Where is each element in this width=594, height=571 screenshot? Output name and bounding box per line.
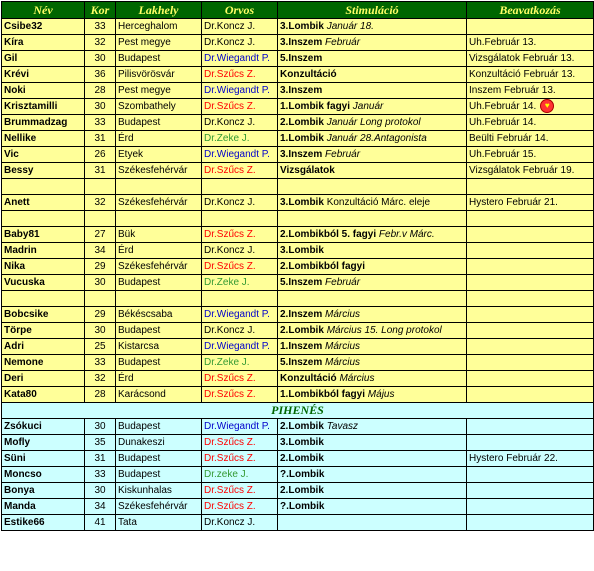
stimulation-detail: Január 28.Antagonista: [326, 133, 427, 144]
table-row: [2, 35, 594, 51]
table-row: [2, 259, 594, 275]
empty-cell: [467, 291, 594, 307]
stimulation-detail: Február: [325, 277, 361, 288]
stimulation-main: 5.Inszem: [280, 53, 323, 64]
intervention-cell: [467, 483, 594, 499]
age-cell: 25: [85, 339, 116, 355]
age-cell: 34: [85, 499, 116, 515]
rest-rows: [2, 419, 594, 531]
name-cell: Törpe: [2, 323, 85, 339]
doctor-cell: Dr.Szűcs Z.: [202, 67, 278, 83]
intervention-cell: [467, 131, 594, 147]
stimulation-detail: Március: [325, 341, 361, 352]
name-cell: Nemone: [2, 355, 85, 371]
col-header-nev: Név: [2, 2, 85, 19]
age-cell: 31: [85, 163, 116, 179]
stimulation-main: 5.Inszem: [280, 277, 323, 288]
doctor-cell: Dr.Wiegandt P.: [202, 83, 278, 99]
doctor-cell: Dr.Koncz J.: [202, 323, 278, 339]
age-cell: 26: [85, 147, 116, 163]
intervention-text: Inszem Február 13.: [469, 85, 556, 96]
age-cell: 36: [85, 67, 116, 83]
city-cell: Érd: [116, 371, 202, 387]
empty-cell: [85, 211, 116, 227]
doctor-cell: Dr.Zeke J.: [202, 275, 278, 291]
doctor-cell: Dr.Szűcs Z.: [202, 259, 278, 275]
table-row: [2, 419, 594, 435]
doctor-cell: Dr.Wiegandt P.: [202, 51, 278, 67]
intervention-cell: [467, 355, 594, 371]
name-cell: Nellike: [2, 131, 85, 147]
age-cell: 33: [85, 19, 116, 35]
stimulation-main: 2.Inszem: [280, 309, 323, 320]
name-cell: Kíra: [2, 35, 85, 51]
stimulation-main: 2.Lombik: [280, 485, 324, 496]
intervention-cell: [467, 259, 594, 275]
intervention-text: Uh.Február 15.: [469, 149, 537, 160]
stimulation-main: 5.Inszem: [280, 357, 323, 368]
intervention-text: Uh.Február 13.: [469, 37, 537, 48]
stimulation-cell: [278, 131, 467, 147]
stimulation-cell: [278, 371, 467, 387]
table-row: [2, 227, 594, 243]
intervention-text: Konzultáció Február 13.: [469, 69, 576, 80]
empty-cell: [85, 179, 116, 195]
intervention-cell: [467, 387, 594, 403]
city-cell: Tata: [116, 515, 202, 531]
table-row: [2, 451, 594, 467]
section-label: PIHENÉS: [2, 403, 594, 419]
stimulation-main: Konzultáció: [280, 373, 337, 384]
city-cell: Dunakeszi: [116, 435, 202, 451]
name-cell: Brummadzag: [2, 115, 85, 131]
intervention-text: Vizsgálatok Február 19.: [469, 165, 575, 176]
stimulation-detail: Febr.v Márc.: [378, 229, 435, 240]
age-cell: 28: [85, 387, 116, 403]
stimulation-cell: [278, 67, 467, 83]
intervention-cell: [467, 51, 594, 67]
stimulation-detail: Február: [325, 37, 361, 48]
intervention-cell: [467, 467, 594, 483]
table-row: [2, 179, 594, 195]
name-cell: Moncso: [2, 467, 85, 483]
name-cell: Estike66: [2, 515, 85, 531]
empty-cell: [467, 211, 594, 227]
city-cell: Kiskunhalas: [116, 483, 202, 499]
age-cell: 31: [85, 451, 116, 467]
table-row: [2, 83, 594, 99]
intervention-cell: [467, 451, 594, 467]
stimulation-main: Konzultáció: [280, 69, 337, 80]
stimulation-detail: Január: [352, 101, 384, 112]
age-cell: 28: [85, 83, 116, 99]
name-cell: Adri: [2, 339, 85, 355]
stimulation-main: 3.Lombik: [280, 197, 324, 208]
doctor-cell: Dr.Koncz J.: [202, 243, 278, 259]
stimulation-cell: [278, 435, 467, 451]
doctor-cell: Dr.Wiegandt P.: [202, 147, 278, 163]
stimulation-main: 1.Inszem: [280, 341, 323, 352]
age-cell: 33: [85, 467, 116, 483]
col-header-kor: Kor: [85, 2, 116, 19]
doctor-cell: Dr.Szűcs Z.: [202, 483, 278, 499]
table-row: [2, 291, 594, 307]
intervention-cell: [467, 35, 594, 51]
stimulation-cell: [278, 307, 467, 323]
stimulation-detail: Január Long protokol: [326, 117, 421, 128]
stimulation-cell: [278, 227, 467, 243]
stimulation-cell: [278, 339, 467, 355]
stimulation-cell: [278, 147, 467, 163]
stimulation-main: 3.Inszem: [280, 37, 323, 48]
table-row: [2, 307, 594, 323]
name-cell: Krévi: [2, 67, 85, 83]
table-row: [2, 355, 594, 371]
header-row: [2, 2, 594, 19]
city-cell: Szombathely: [116, 99, 202, 115]
name-cell: Zsókuci: [2, 419, 85, 435]
city-cell: Székesfehérvár: [116, 195, 202, 211]
stimulation-detail: Május: [367, 389, 395, 400]
stimulation-main: 3.Inszem: [280, 149, 323, 160]
doctor-cell: Dr.Wiegandt P.: [202, 307, 278, 323]
name-cell: Gil: [2, 51, 85, 67]
intervention-cell: [467, 515, 594, 531]
city-cell: Budapest: [116, 419, 202, 435]
doctor-cell: Dr.Koncz J.: [202, 19, 278, 35]
intervention-cell: [467, 371, 594, 387]
city-cell: Budapest: [116, 355, 202, 371]
stimulation-cell: [278, 163, 467, 179]
intervention-cell: [467, 499, 594, 515]
doctor-cell: Dr.Koncz J.: [202, 35, 278, 51]
city-cell: Pest megye: [116, 83, 202, 99]
age-cell: 30: [85, 51, 116, 67]
col-header-lakhely: Lakhely: [116, 2, 202, 19]
stimulation-cell: [278, 259, 467, 275]
intervention-text: Uh.Február 14.: [469, 117, 537, 128]
stimulation-main: 3.Lombik: [280, 245, 324, 256]
doctor-cell: Dr.Zeke J.: [202, 355, 278, 371]
stimulation-main: ?.Lombik: [280, 469, 325, 480]
stimulation-main: 1.Lombik: [280, 133, 324, 144]
name-cell: Manda: [2, 499, 85, 515]
doctor-cell: Dr.zeke J.: [202, 467, 278, 483]
stimulation-cell: [278, 243, 467, 259]
name-cell: Kata80: [2, 387, 85, 403]
stimulation-main: 2.Lombik: [280, 325, 324, 336]
table-row: [2, 67, 594, 83]
intervention-cell: [467, 195, 594, 211]
intervention-cell: [467, 19, 594, 35]
city-cell: Budapest: [116, 115, 202, 131]
age-cell: 33: [85, 355, 116, 371]
stimulation-cell: [278, 323, 467, 339]
intervention-cell: [467, 275, 594, 291]
age-cell: 32: [85, 35, 116, 51]
age-cell: 35: [85, 435, 116, 451]
city-cell: Pest megye: [116, 35, 202, 51]
city-cell: Székesfehérvár: [116, 499, 202, 515]
age-cell: 27: [85, 227, 116, 243]
city-cell: Etyek: [116, 147, 202, 163]
table-row: [2, 195, 594, 211]
age-cell: 30: [85, 323, 116, 339]
table-row: [2, 339, 594, 355]
stimulation-detail: Március: [325, 309, 361, 320]
doctor-cell: Dr.Szűcs Z.: [202, 451, 278, 467]
table-row: [2, 147, 594, 163]
empty-cell: [202, 291, 278, 307]
table-row: [2, 211, 594, 227]
age-cell: 33: [85, 115, 116, 131]
table-row: [2, 163, 594, 179]
section-row-pihenes: [2, 403, 594, 419]
stimulation-cell: [278, 99, 467, 115]
stimulation-cell: [278, 51, 467, 67]
empty-cell: [2, 211, 85, 227]
empty-cell: [467, 179, 594, 195]
stimulation-main: 3.Lombik: [280, 21, 324, 32]
doctor-cell: Dr.Szűcs Z.: [202, 371, 278, 387]
stimulation-main: 3.Inszem: [280, 85, 323, 96]
table-row: [2, 499, 594, 515]
stimulation-cell: [278, 467, 467, 483]
stimulation-cell: [278, 451, 467, 467]
stimulation-cell: [278, 83, 467, 99]
age-cell: 30: [85, 483, 116, 499]
name-cell: Nika: [2, 259, 85, 275]
intervention-cell: [467, 227, 594, 243]
empty-cell: [202, 211, 278, 227]
name-cell: Anett: [2, 195, 85, 211]
name-cell: Krisztamilli: [2, 99, 85, 115]
city-cell: Budapest: [116, 323, 202, 339]
stimulation-cell: [278, 115, 467, 131]
city-cell: Székesfehérvár: [116, 163, 202, 179]
table-row: [2, 115, 594, 131]
doctor-cell: Dr.Koncz J.: [202, 515, 278, 531]
city-cell: Kistarcsa: [116, 339, 202, 355]
name-cell: Csibe32: [2, 19, 85, 35]
stimulation-main: 1.Lombikból fagyi: [280, 389, 366, 400]
table-row: [2, 467, 594, 483]
stimulation-cell: [278, 483, 467, 499]
doctor-cell: Dr.Zeke J.: [202, 131, 278, 147]
city-cell: Pilisvörösvár: [116, 67, 202, 83]
city-cell: Herceghalom: [116, 19, 202, 35]
table-row: [2, 371, 594, 387]
doctor-cell: Dr.Szűcs Z.: [202, 387, 278, 403]
city-cell: Érd: [116, 243, 202, 259]
intervention-cell: [467, 419, 594, 435]
table-row: [2, 51, 594, 67]
city-cell: Budapest: [116, 451, 202, 467]
stimulation-main: Vizsgálatok: [280, 165, 335, 176]
age-cell: 30: [85, 419, 116, 435]
empty-cell: [116, 211, 202, 227]
intervention-cell: [467, 323, 594, 339]
stimulation-cell: [278, 355, 467, 371]
empty-cell: [278, 211, 467, 227]
doctor-cell: Dr.Koncz J.: [202, 115, 278, 131]
table-row: [2, 275, 594, 291]
name-cell: Madrin: [2, 243, 85, 259]
name-cell: Bessy: [2, 163, 85, 179]
stimulation-detail: Február: [325, 149, 361, 160]
table-row: [2, 19, 594, 35]
name-cell: Baby81: [2, 227, 85, 243]
age-cell: 32: [85, 195, 116, 211]
city-cell: Budapest: [116, 275, 202, 291]
age-cell: 31: [85, 131, 116, 147]
table-row: [2, 131, 594, 147]
empty-cell: [278, 179, 467, 195]
stimulation-main: 2.Lombikból 5. fagyi: [280, 229, 377, 240]
stimulation-main: ?.Lombik: [280, 501, 325, 512]
empty-cell: [116, 291, 202, 307]
name-cell: Mofly: [2, 435, 85, 451]
empty-cell: [2, 179, 85, 195]
stimulation-main: 3.Lombik: [280, 437, 324, 448]
empty-cell: [278, 291, 467, 307]
age-cell: 41: [85, 515, 116, 531]
stimulation-cell: [278, 499, 467, 515]
patient-table: [1, 1, 594, 531]
doctor-cell: Dr.Wiegandt P.: [202, 419, 278, 435]
intervention-cell: [467, 243, 594, 259]
col-header-beavatkozas: Beavatkozás: [467, 2, 594, 19]
city-cell: Székesfehérvár: [116, 259, 202, 275]
city-cell: Bük: [116, 227, 202, 243]
city-cell: Karácsond: [116, 387, 202, 403]
stimulation-cell: [278, 19, 467, 35]
doctor-cell: Dr.Szűcs Z.: [202, 499, 278, 515]
name-cell: Vic: [2, 147, 85, 163]
intervention-text: Hystero Február 21.: [469, 197, 558, 208]
age-cell: 29: [85, 259, 116, 275]
intervention-cell: [467, 339, 594, 355]
doctor-cell: Dr.Szűcs Z.: [202, 99, 278, 115]
main-rows: [2, 19, 594, 403]
stimulation-note: Konzultáció Márc. eleje: [326, 197, 431, 208]
stimulation-detail: Március 15. Long protokol: [326, 325, 442, 336]
doctor-cell: Dr.Szűcs Z.: [202, 227, 278, 243]
intervention-cell: [467, 115, 594, 131]
intervention-cell: [467, 99, 594, 115]
name-cell: Deri: [2, 371, 85, 387]
empty-cell: [202, 179, 278, 195]
empty-cell: [116, 179, 202, 195]
table-row: [2, 99, 594, 115]
table-row: [2, 387, 594, 403]
intervention-text: Beülti Február 14.: [469, 133, 549, 144]
col-header-orvos: Orvos: [202, 2, 278, 19]
empty-cell: [85, 291, 116, 307]
stimulation-cell: [278, 35, 467, 51]
doctor-cell: Dr.Koncz J.: [202, 195, 278, 211]
intervention-text: Vizsgálatok Február 13.: [469, 53, 575, 64]
intervention-cell: [467, 163, 594, 179]
name-cell: Vucuska: [2, 275, 85, 291]
stimulation-cell: [278, 387, 467, 403]
stimulation-cell: [278, 419, 467, 435]
stimulation-cell: [278, 275, 467, 291]
empty-cell: [2, 291, 85, 307]
stimulation-main: 2.Lombikból fagyi: [280, 261, 366, 272]
doctor-cell: Dr.Wiegandt P.: [202, 339, 278, 355]
table-row: [2, 243, 594, 259]
doctor-cell: Dr.Szűcs Z.: [202, 163, 278, 179]
doctor-cell: Dr.Szűcs Z.: [202, 435, 278, 451]
name-cell: Bonya: [2, 483, 85, 499]
table-row: [2, 483, 594, 499]
intervention-cell: [467, 83, 594, 99]
city-cell: Békéscsaba: [116, 307, 202, 323]
city-cell: Érd: [116, 131, 202, 147]
stimulation-cell: [278, 195, 467, 211]
stimulation-detail: Március: [325, 357, 361, 368]
stimulation-detail: Január 18.: [326, 21, 374, 32]
age-cell: 29: [85, 307, 116, 323]
stimulation-cell: [278, 515, 467, 531]
table-row: [2, 435, 594, 451]
name-cell: Noki: [2, 83, 85, 99]
name-cell: Bobcsike: [2, 307, 85, 323]
stimulation-main: 1.Lombik fagyi: [280, 101, 351, 112]
name-cell: Süni: [2, 451, 85, 467]
intervention-text: Hystero Február 22.: [469, 453, 558, 464]
intervention-cell: [467, 147, 594, 163]
age-cell: 32: [85, 371, 116, 387]
age-cell: 34: [85, 243, 116, 259]
stimulation-main: 2.Lombik: [280, 117, 324, 128]
stimulation-main: 2.Lombik: [280, 453, 324, 464]
col-header-stimulacio: Stimuláció: [278, 2, 467, 19]
intervention-cell: [467, 307, 594, 323]
intervention-cell: [467, 435, 594, 451]
intervention-text: Uh.Február 14.: [469, 101, 537, 112]
table-row: [2, 323, 594, 339]
stimulation-detail: Március: [339, 373, 375, 384]
city-cell: Budapest: [116, 467, 202, 483]
stimulation-detail: Tavasz: [326, 421, 359, 432]
city-cell: Budapest: [116, 51, 202, 67]
stimulation-main: 2.Lombik: [280, 421, 324, 432]
age-cell: 30: [85, 275, 116, 291]
heart-smiley-icon: ♥: [540, 99, 554, 113]
intervention-cell: [467, 67, 594, 83]
table-row: [2, 515, 594, 531]
age-cell: 30: [85, 99, 116, 115]
